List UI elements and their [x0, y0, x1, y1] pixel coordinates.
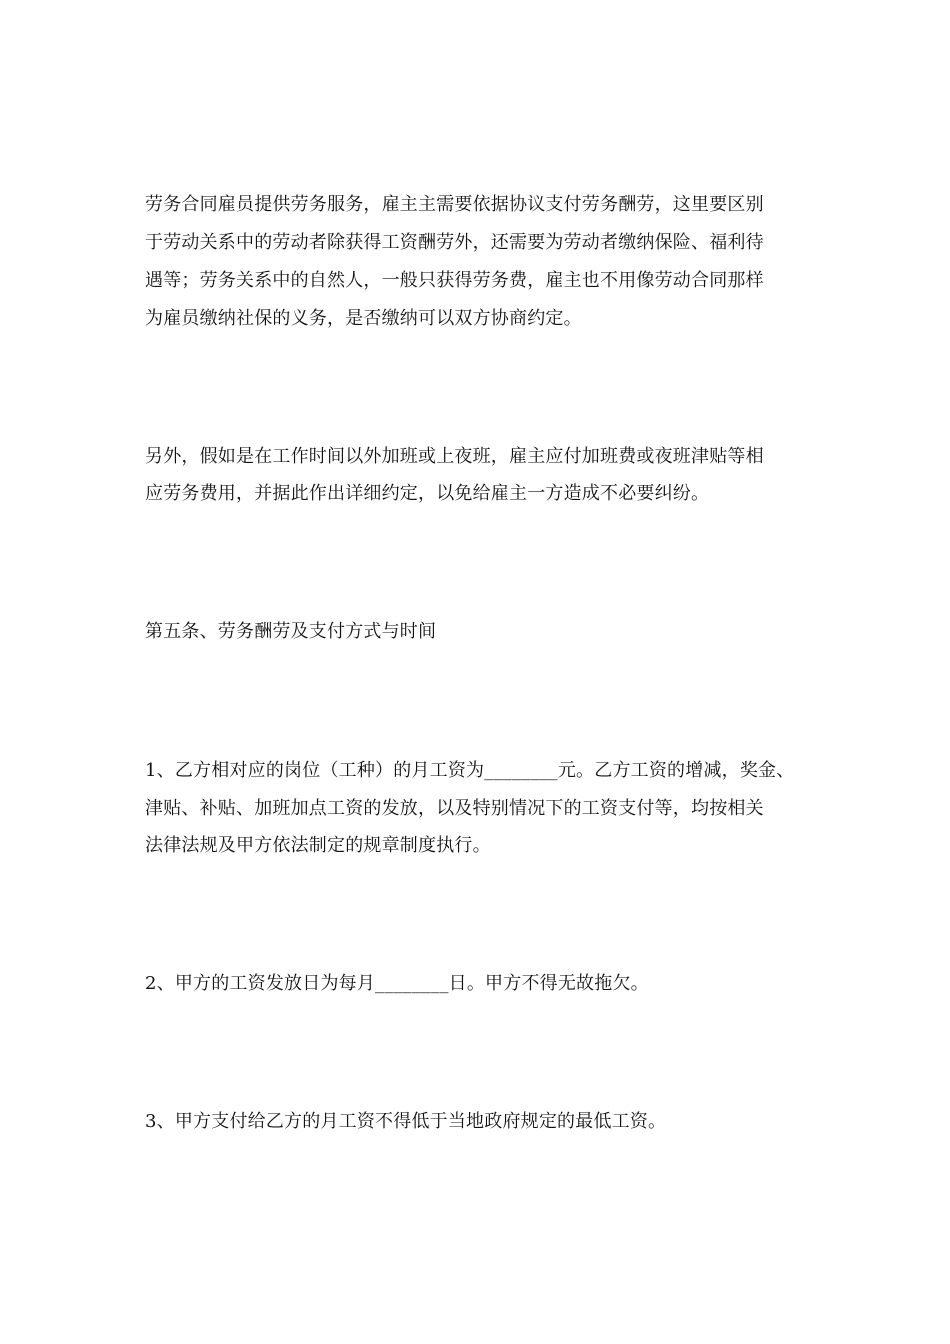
paragraph-line: 劳务合同雇员提供劳务服务，雇主主需要依据协议支付劳务酬劳，这里要区别: [145, 194, 764, 215]
clause-line: 津贴、补贴、加班加点工资的发放，以及特别情况下的工资支付等，均按相关: [145, 798, 764, 819]
clause-2: 2、甲方的工资发放日为每月________日。甲方不得无故拖欠。: [145, 973, 649, 994]
paragraph-line: 应劳务费用，并据此作出详细约定，以免给雇主一方造成不必要纠纷。: [145, 483, 710, 504]
paragraph-line: 遇等；劳务关系中的自然人，一般只获得劳务费，雇主也不用像劳动合同那样: [145, 270, 764, 291]
clause-3: 3、甲方支付给乙方的月工资不得低于当地政府规定的最低工资。: [145, 1111, 667, 1132]
paragraph-line: 于劳动关系中的劳动者除获得工资酬劳外，还需要为劳动者缴纳保险、福利待: [145, 232, 764, 253]
paragraph-line: 另外，假如是在工作时间以外加班或上夜班，雇主应付加班费或夜班津贴等相: [145, 446, 764, 467]
article-heading: 第五条、劳务酬劳及支付方式与时间: [145, 621, 437, 642]
clause-line: 1、乙方相对应的岗位（工种）的月工资为________元。乙方工资的增减，奖金、: [145, 760, 795, 781]
paragraph-line: 为雇员缴纳社保的义务，是否缴纳可以双方协商约定。: [145, 308, 582, 329]
clause-line: 法律法规及甲方依法制定的规章制度执行。: [145, 835, 491, 856]
